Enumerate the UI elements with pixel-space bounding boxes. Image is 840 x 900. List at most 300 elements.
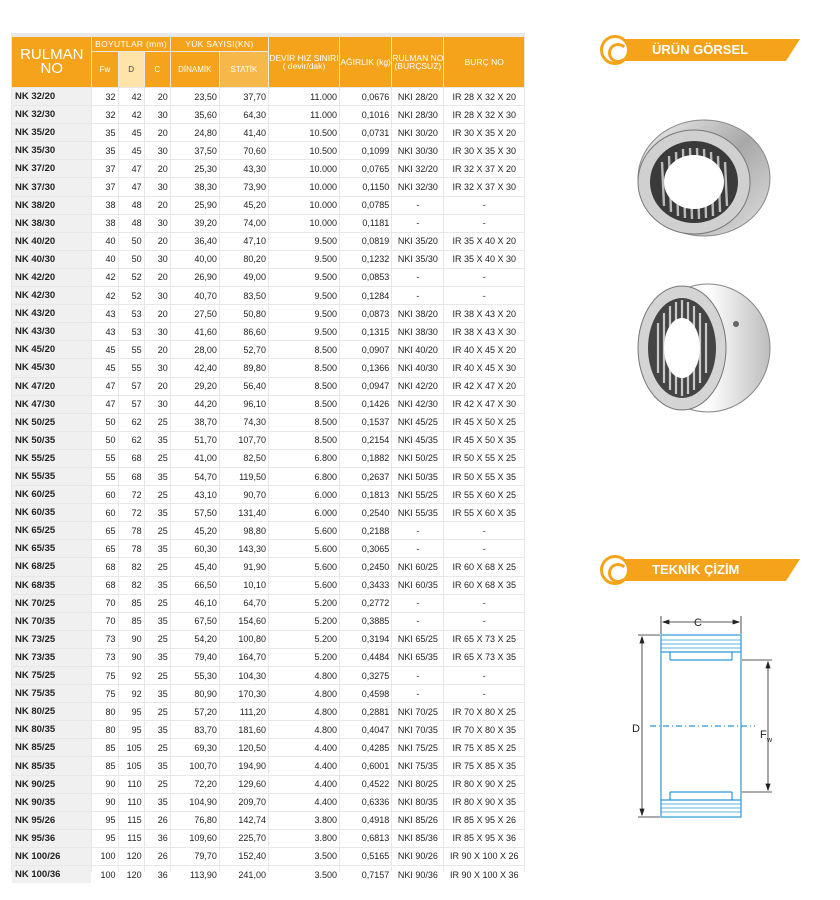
cell-burc-no: - bbox=[444, 685, 524, 702]
cell-devir: 4.400 bbox=[269, 776, 339, 793]
cell-dinamik: 54,70 bbox=[171, 468, 219, 485]
table-row bbox=[12, 577, 524, 594]
cell-statik: 111,20 bbox=[220, 703, 268, 720]
header-burc-no: BURÇ NO bbox=[444, 37, 524, 87]
cell-statik: 47,10 bbox=[220, 233, 268, 250]
cell-c: 30 bbox=[145, 178, 170, 195]
cell-fw: 73 bbox=[92, 631, 117, 648]
header-devir-hiz: DEVİR HIZ SINIRI ( devir/dak) bbox=[269, 37, 339, 87]
cell-c: 35 bbox=[145, 577, 170, 594]
cell-d: 48 bbox=[119, 197, 144, 214]
cell-c: 35 bbox=[145, 757, 170, 774]
cell-fw: 73 bbox=[92, 649, 117, 666]
cell-devir: 9.500 bbox=[269, 323, 339, 340]
cell-devir: 9.500 bbox=[269, 287, 339, 304]
table-row bbox=[12, 595, 524, 612]
cell-c: 30 bbox=[145, 251, 170, 268]
table-row bbox=[12, 160, 524, 177]
cell-d: 90 bbox=[119, 649, 144, 666]
cell-rulman-no-burcsuz: NKI 38/20 bbox=[392, 305, 443, 322]
cell-statik: 90,70 bbox=[220, 486, 268, 503]
cell-burc-no: - bbox=[444, 522, 524, 539]
cell-statik: 91,90 bbox=[220, 558, 268, 575]
cell-agirlik: 0,3065 bbox=[340, 540, 391, 557]
cell-rulman-no-burcsuz: NKI 42/30 bbox=[392, 396, 443, 413]
cell-agirlik: 0,2772 bbox=[340, 595, 391, 612]
cell-devir: 9.500 bbox=[269, 305, 339, 322]
cell-rulman-no-burcsuz: NKI 42/20 bbox=[392, 378, 443, 395]
drawing-c-label: C bbox=[694, 617, 702, 629]
table-row bbox=[12, 432, 524, 449]
cell-d: 50 bbox=[119, 233, 144, 250]
cell-rulman-no: NK 38/30 bbox=[12, 215, 91, 232]
cell-agirlik: 0,6813 bbox=[340, 830, 391, 847]
cell-burc-no: IR 55 X 60 X 35 bbox=[444, 504, 524, 521]
cell-rulman-no-burcsuz: NKI 55/25 bbox=[392, 486, 443, 503]
cell-burc-no: IR 28 X 32 X 30 bbox=[444, 106, 524, 123]
cell-agirlik: 0,4598 bbox=[340, 685, 391, 702]
cell-statik: 70,60 bbox=[220, 142, 268, 159]
bearing-photo-angled-icon bbox=[626, 110, 776, 240]
cell-d: 52 bbox=[119, 287, 144, 304]
table-row bbox=[12, 522, 524, 539]
cell-rulman-no-burcsuz: - bbox=[392, 215, 443, 232]
cell-burc-no: IR 30 X 35 X 30 bbox=[444, 142, 524, 159]
cell-d: 53 bbox=[119, 323, 144, 340]
cell-d: 47 bbox=[119, 160, 144, 177]
cell-d: 45 bbox=[119, 142, 144, 159]
cell-fw: 100 bbox=[92, 848, 117, 865]
cell-fw: 75 bbox=[92, 685, 117, 702]
cell-dinamik: 66,50 bbox=[171, 577, 219, 594]
table-row bbox=[12, 830, 524, 847]
cell-c: 25 bbox=[145, 450, 170, 467]
cell-dinamik: 41,00 bbox=[171, 450, 219, 467]
table-row bbox=[12, 866, 524, 883]
cell-c: 25 bbox=[145, 486, 170, 503]
table-row bbox=[12, 450, 524, 467]
cell-devir: 5.200 bbox=[269, 631, 339, 648]
cell-burc-no: IR 32 X 37 X 30 bbox=[444, 178, 524, 195]
cell-dinamik: 83,70 bbox=[171, 721, 219, 738]
cell-statik: 120,50 bbox=[220, 739, 268, 756]
cell-rulman-no: NK 42/20 bbox=[12, 269, 91, 286]
cell-c: 25 bbox=[145, 595, 170, 612]
cell-rulman-no-burcsuz: NKI 65/35 bbox=[392, 649, 443, 666]
cell-statik: 80,20 bbox=[220, 251, 268, 268]
cell-burc-no: IR 42 X 47 X 30 bbox=[444, 396, 524, 413]
cell-fw: 75 bbox=[92, 667, 117, 684]
cell-fw: 60 bbox=[92, 486, 117, 503]
cell-devir: 10.000 bbox=[269, 215, 339, 232]
cell-dinamik: 69,30 bbox=[171, 739, 219, 756]
cell-rulman-no-burcsuz: - bbox=[392, 667, 443, 684]
cell-rulman-no-burcsuz: - bbox=[392, 287, 443, 304]
product-image-label bbox=[600, 35, 800, 63]
cell-rulman-no: NK 47/20 bbox=[12, 378, 91, 395]
cell-rulman-no: NK 68/35 bbox=[12, 577, 91, 594]
cell-fw: 90 bbox=[92, 776, 117, 793]
cell-agirlik: 0,4918 bbox=[340, 812, 391, 829]
cell-fw: 55 bbox=[92, 450, 117, 467]
cell-agirlik: 0,0947 bbox=[340, 378, 391, 395]
cell-fw: 50 bbox=[92, 432, 117, 449]
cell-fw: 32 bbox=[92, 106, 117, 123]
cell-fw: 43 bbox=[92, 305, 117, 322]
header-dinamik: DİNAMİK bbox=[171, 52, 219, 87]
cell-dinamik: 25,30 bbox=[171, 160, 219, 177]
cell-devir: 4.800 bbox=[269, 685, 339, 702]
cell-dinamik: 35,60 bbox=[171, 106, 219, 123]
cell-rulman-no: NK 35/20 bbox=[12, 124, 91, 141]
cell-statik: 98,80 bbox=[220, 522, 268, 539]
cell-rulman-no: NK 40/20 bbox=[12, 233, 91, 250]
cell-burc-no: IR 50 X 55 X 25 bbox=[444, 450, 524, 467]
cell-c: 25 bbox=[145, 558, 170, 575]
cell-devir: 5.600 bbox=[269, 558, 339, 575]
cell-statik: 107,70 bbox=[220, 432, 268, 449]
cell-rulman-no-burcsuz: NKI 35/20 bbox=[392, 233, 443, 250]
cell-agirlik: 0,0676 bbox=[340, 88, 391, 105]
cell-rulman-no: NK 90/25 bbox=[12, 776, 91, 793]
cell-statik: 49,00 bbox=[220, 269, 268, 286]
cell-burc-no: IR 35 X 40 X 20 bbox=[444, 233, 524, 250]
cell-rulman-no: NK 43/30 bbox=[12, 323, 91, 340]
cell-agirlik: 0,6336 bbox=[340, 794, 391, 811]
cell-rulman-no: NK 50/35 bbox=[12, 432, 91, 449]
cell-rulman-no: NK 37/30 bbox=[12, 178, 91, 195]
cell-burc-no: - bbox=[444, 667, 524, 684]
cell-rulman-no: NK 95/36 bbox=[12, 830, 91, 847]
cell-dinamik: 79,70 bbox=[171, 848, 219, 865]
cell-fw: 95 bbox=[92, 830, 117, 847]
cell-rulman-no-burcsuz: NKI 32/30 bbox=[392, 178, 443, 195]
cell-agirlik: 0,1232 bbox=[340, 251, 391, 268]
table-row bbox=[12, 776, 524, 793]
cell-d: 53 bbox=[119, 305, 144, 322]
cell-fw: 55 bbox=[92, 468, 117, 485]
cell-devir: 6.800 bbox=[269, 468, 339, 485]
cell-burc-no: - bbox=[444, 287, 524, 304]
cell-d: 55 bbox=[119, 341, 144, 358]
cell-rulman-no: NK 80/25 bbox=[12, 703, 91, 720]
cell-statik: 119,50 bbox=[220, 468, 268, 485]
cell-d: 85 bbox=[119, 595, 144, 612]
cell-d: 85 bbox=[119, 613, 144, 630]
cell-dinamik: 23,50 bbox=[171, 88, 219, 105]
cell-dinamik: 51,70 bbox=[171, 432, 219, 449]
cell-c: 25 bbox=[145, 703, 170, 720]
cell-c: 25 bbox=[145, 739, 170, 756]
cell-c: 35 bbox=[145, 613, 170, 630]
table-row bbox=[12, 359, 524, 376]
cell-agirlik: 0,5165 bbox=[340, 848, 391, 865]
cell-statik: 74,30 bbox=[220, 414, 268, 431]
cell-fw: 68 bbox=[92, 558, 117, 575]
cell-rulman-no: NK 100/36 bbox=[12, 866, 91, 883]
cell-rulman-no: NK 45/20 bbox=[12, 341, 91, 358]
table-row bbox=[12, 378, 524, 395]
cell-d: 95 bbox=[119, 721, 144, 738]
cell-burc-no: IR 38 X 43 X 30 bbox=[444, 323, 524, 340]
cell-dinamik: 40,70 bbox=[171, 287, 219, 304]
table-row bbox=[12, 757, 524, 774]
table-row bbox=[12, 251, 524, 268]
header-fw: Fw bbox=[92, 52, 117, 87]
cell-c: 35 bbox=[145, 540, 170, 557]
cell-statik: 43,30 bbox=[220, 160, 268, 177]
cell-dinamik: 27,50 bbox=[171, 305, 219, 322]
cell-rulman-no-burcsuz: NKI 90/36 bbox=[392, 866, 443, 883]
cell-dinamik: 38,30 bbox=[171, 178, 219, 195]
cell-burc-no: IR 38 X 43 X 20 bbox=[444, 305, 524, 322]
cell-rulman-no-burcsuz: - bbox=[392, 613, 443, 630]
cell-rulman-no: NK 68/25 bbox=[12, 558, 91, 575]
cell-d: 68 bbox=[119, 468, 144, 485]
cell-rulman-no-burcsuz: NKI 30/20 bbox=[392, 124, 443, 141]
cell-dinamik: 57,20 bbox=[171, 703, 219, 720]
cell-agirlik: 0,0873 bbox=[340, 305, 391, 322]
cell-burc-no: IR 45 X 50 X 25 bbox=[444, 414, 524, 431]
cell-devir: 8.500 bbox=[269, 396, 339, 413]
cell-rulman-no-burcsuz: NKI 60/25 bbox=[392, 558, 443, 575]
cell-rulman-no: NK 42/30 bbox=[12, 287, 91, 304]
cell-statik: 129,60 bbox=[220, 776, 268, 793]
cell-statik: 143,30 bbox=[220, 540, 268, 557]
cell-statik: 86,60 bbox=[220, 323, 268, 340]
cell-rulman-no-burcsuz: - bbox=[392, 269, 443, 286]
cell-c: 35 bbox=[145, 794, 170, 811]
cell-fw: 47 bbox=[92, 396, 117, 413]
cell-dinamik: 29,20 bbox=[171, 378, 219, 395]
table-row bbox=[12, 305, 524, 322]
table-row bbox=[12, 631, 524, 648]
cell-fw: 43 bbox=[92, 323, 117, 340]
cell-rulman-no: NK 45/30 bbox=[12, 359, 91, 376]
cell-statik: 52,70 bbox=[220, 341, 268, 358]
cell-devir: 5.600 bbox=[269, 522, 339, 539]
cell-c: 20 bbox=[145, 341, 170, 358]
cell-d: 57 bbox=[119, 396, 144, 413]
table-row bbox=[12, 649, 524, 666]
cell-agirlik: 0,0785 bbox=[340, 197, 391, 214]
cell-d: 110 bbox=[119, 776, 144, 793]
cell-burc-no: IR 60 X 68 X 25 bbox=[444, 558, 524, 575]
cell-fw: 40 bbox=[92, 233, 117, 250]
cell-dinamik: 67,50 bbox=[171, 613, 219, 630]
cell-burc-no: - bbox=[444, 613, 524, 630]
cell-statik: 181,60 bbox=[220, 721, 268, 738]
cell-statik: 37,70 bbox=[220, 88, 268, 105]
cell-dinamik: 54,20 bbox=[171, 631, 219, 648]
table-row bbox=[12, 233, 524, 250]
cell-rulman-no: NK 55/25 bbox=[12, 450, 91, 467]
cell-agirlik: 0,0765 bbox=[340, 160, 391, 177]
technical-drawing-label-bar: TEKNİK ÇİZİM bbox=[618, 559, 786, 581]
cell-rulman-no-burcsuz: NKI 55/35 bbox=[392, 504, 443, 521]
cell-fw: 50 bbox=[92, 414, 117, 431]
header-boyutlar: BOYUTLAR (mm) bbox=[92, 37, 169, 51]
cell-dinamik: 72,20 bbox=[171, 776, 219, 793]
table-row bbox=[12, 88, 524, 105]
cell-devir: 5.600 bbox=[269, 577, 339, 594]
cell-d: 48 bbox=[119, 215, 144, 232]
table-row bbox=[12, 504, 524, 521]
cell-burc-no: IR 35 X 40 X 30 bbox=[444, 251, 524, 268]
table-row bbox=[12, 124, 524, 141]
cell-fw: 40 bbox=[92, 251, 117, 268]
cell-rulman-no-burcsuz: NKI 40/20 bbox=[392, 341, 443, 358]
cell-devir: 4.400 bbox=[269, 739, 339, 756]
cell-burc-no: IR 50 X 55 X 35 bbox=[444, 468, 524, 485]
cell-dinamik: 44,20 bbox=[171, 396, 219, 413]
header-statik: STATİK bbox=[220, 52, 268, 87]
cell-d: 120 bbox=[119, 866, 144, 883]
cell-statik: 64,70 bbox=[220, 595, 268, 612]
table-row bbox=[12, 106, 524, 123]
cell-devir: 3.800 bbox=[269, 812, 339, 829]
cell-rulman-no: NK 60/35 bbox=[12, 504, 91, 521]
cell-dinamik: 36,40 bbox=[171, 233, 219, 250]
header-yuk-sayisi: YÜK SAYISI(KN) bbox=[171, 37, 268, 51]
cell-agirlik: 0,7157 bbox=[340, 866, 391, 883]
cell-dinamik: 42,40 bbox=[171, 359, 219, 376]
cell-agirlik: 0,2188 bbox=[340, 522, 391, 539]
cell-agirlik: 0,1813 bbox=[340, 486, 391, 503]
cell-fw: 42 bbox=[92, 269, 117, 286]
cell-burc-no: IR 40 X 45 X 30 bbox=[444, 359, 524, 376]
cell-devir: 8.500 bbox=[269, 341, 339, 358]
bearing-logo-icon bbox=[600, 35, 630, 65]
cell-rulman-no-burcsuz: NKI 75/25 bbox=[392, 739, 443, 756]
cell-statik: 74,00 bbox=[220, 215, 268, 232]
cell-rulman-no: NK 47/30 bbox=[12, 396, 91, 413]
cell-d: 115 bbox=[119, 830, 144, 847]
cell-c: 36 bbox=[145, 866, 170, 883]
cell-d: 110 bbox=[119, 794, 144, 811]
cell-d: 50 bbox=[119, 251, 144, 268]
cell-rulman-no: NK 37/20 bbox=[12, 160, 91, 177]
cell-statik: 154,60 bbox=[220, 613, 268, 630]
cell-rulman-no-burcsuz: NKI 45/35 bbox=[392, 432, 443, 449]
cell-c: 35 bbox=[145, 432, 170, 449]
cell-dinamik: 46,10 bbox=[171, 595, 219, 612]
cell-agirlik: 0,2540 bbox=[340, 504, 391, 521]
cell-dinamik: 37,50 bbox=[171, 142, 219, 159]
cell-statik: 164,70 bbox=[220, 649, 268, 666]
cell-d: 47 bbox=[119, 178, 144, 195]
cell-burc-no: - bbox=[444, 269, 524, 286]
cell-burc-no: IR 80 X 90 X 25 bbox=[444, 776, 524, 793]
cell-c: 20 bbox=[145, 305, 170, 322]
cell-d: 42 bbox=[119, 106, 144, 123]
cell-c: 35 bbox=[145, 685, 170, 702]
cell-fw: 70 bbox=[92, 613, 117, 630]
cell-rulman-no-burcsuz: NKI 50/25 bbox=[392, 450, 443, 467]
cell-agirlik: 0,3275 bbox=[340, 667, 391, 684]
cell-fw: 47 bbox=[92, 378, 117, 395]
technical-drawing-label bbox=[600, 555, 800, 583]
cell-burc-no: IR 85 X 95 X 36 bbox=[444, 830, 524, 847]
table-row bbox=[12, 794, 524, 811]
cell-d: 68 bbox=[119, 450, 144, 467]
cell-rulman-no-burcsuz: NKI 90/26 bbox=[392, 848, 443, 865]
cell-dinamik: 45,20 bbox=[171, 522, 219, 539]
table-row bbox=[12, 468, 524, 485]
cell-burc-no: IR 90 X 100 X 26 bbox=[444, 848, 524, 865]
cell-devir: 6.800 bbox=[269, 450, 339, 467]
table-row bbox=[12, 721, 524, 738]
cell-devir: 10.000 bbox=[269, 160, 339, 177]
cell-d: 42 bbox=[119, 88, 144, 105]
cell-dinamik: 43,10 bbox=[171, 486, 219, 503]
cell-dinamik: 25,90 bbox=[171, 197, 219, 214]
cell-dinamik: 109,60 bbox=[171, 830, 219, 847]
cell-rulman-no-burcsuz: NKI 60/35 bbox=[392, 577, 443, 594]
cell-dinamik: 28,00 bbox=[171, 341, 219, 358]
cell-rulman-no-burcsuz: NKI 28/20 bbox=[392, 88, 443, 105]
cell-agirlik: 0,4047 bbox=[340, 721, 391, 738]
cell-c: 20 bbox=[145, 269, 170, 286]
table-row bbox=[12, 540, 524, 557]
table-body bbox=[12, 88, 524, 883]
cell-c: 20 bbox=[145, 197, 170, 214]
cell-agirlik: 0,1537 bbox=[340, 414, 391, 431]
cell-agirlik: 0,1882 bbox=[340, 450, 391, 467]
cell-rulman-no: NK 43/20 bbox=[12, 305, 91, 322]
cell-fw: 60 bbox=[92, 504, 117, 521]
cell-rulman-no: NK 32/30 bbox=[12, 106, 91, 123]
cell-burc-no: IR 30 X 35 X 20 bbox=[444, 124, 524, 141]
cell-rulman-no-burcsuz: NKI 32/20 bbox=[392, 160, 443, 177]
cell-dinamik: 57,50 bbox=[171, 504, 219, 521]
cell-c: 25 bbox=[145, 631, 170, 648]
cell-rulman-no: NK 73/35 bbox=[12, 649, 91, 666]
cell-rulman-no-burcsuz: NKI 50/35 bbox=[392, 468, 443, 485]
cell-fw: 90 bbox=[92, 794, 117, 811]
cell-rulman-no-burcsuz: - bbox=[392, 540, 443, 557]
cell-d: 72 bbox=[119, 504, 144, 521]
cell-burc-no: IR 65 X 73 X 25 bbox=[444, 631, 524, 648]
cell-rulman-no-burcsuz: NKI 45/25 bbox=[392, 414, 443, 431]
cell-devir: 8.500 bbox=[269, 432, 339, 449]
cell-rulman-no-burcsuz: NKI 85/36 bbox=[392, 830, 443, 847]
cell-c: 30 bbox=[145, 287, 170, 304]
cell-burc-no: IR 90 X 100 X 36 bbox=[444, 866, 524, 883]
cell-dinamik: 100,70 bbox=[171, 757, 219, 774]
cell-rulman-no-burcsuz: NKI 75/35 bbox=[392, 757, 443, 774]
drawing-fw-label: F bbox=[760, 729, 767, 741]
cell-agirlik: 0,2450 bbox=[340, 558, 391, 575]
cell-agirlik: 0,3885 bbox=[340, 613, 391, 630]
cell-c: 20 bbox=[145, 378, 170, 395]
cell-devir: 4.400 bbox=[269, 757, 339, 774]
cell-statik: 100,80 bbox=[220, 631, 268, 648]
cell-burc-no: IR 45 X 50 X 35 bbox=[444, 432, 524, 449]
cell-statik: 64,30 bbox=[220, 106, 268, 123]
cell-agirlik: 0,2637 bbox=[340, 468, 391, 485]
cell-c: 20 bbox=[145, 124, 170, 141]
cell-devir: 10.000 bbox=[269, 197, 339, 214]
cell-agirlik: 0,3433 bbox=[340, 577, 391, 594]
cell-devir: 9.500 bbox=[269, 269, 339, 286]
cell-rulman-no-burcsuz: NKI 30/30 bbox=[392, 142, 443, 159]
cell-rulman-no-burcsuz: - bbox=[392, 685, 443, 702]
cell-d: 82 bbox=[119, 577, 144, 594]
cell-c: 30 bbox=[145, 215, 170, 232]
cell-rulman-no: NK 75/35 bbox=[12, 685, 91, 702]
cell-d: 52 bbox=[119, 269, 144, 286]
